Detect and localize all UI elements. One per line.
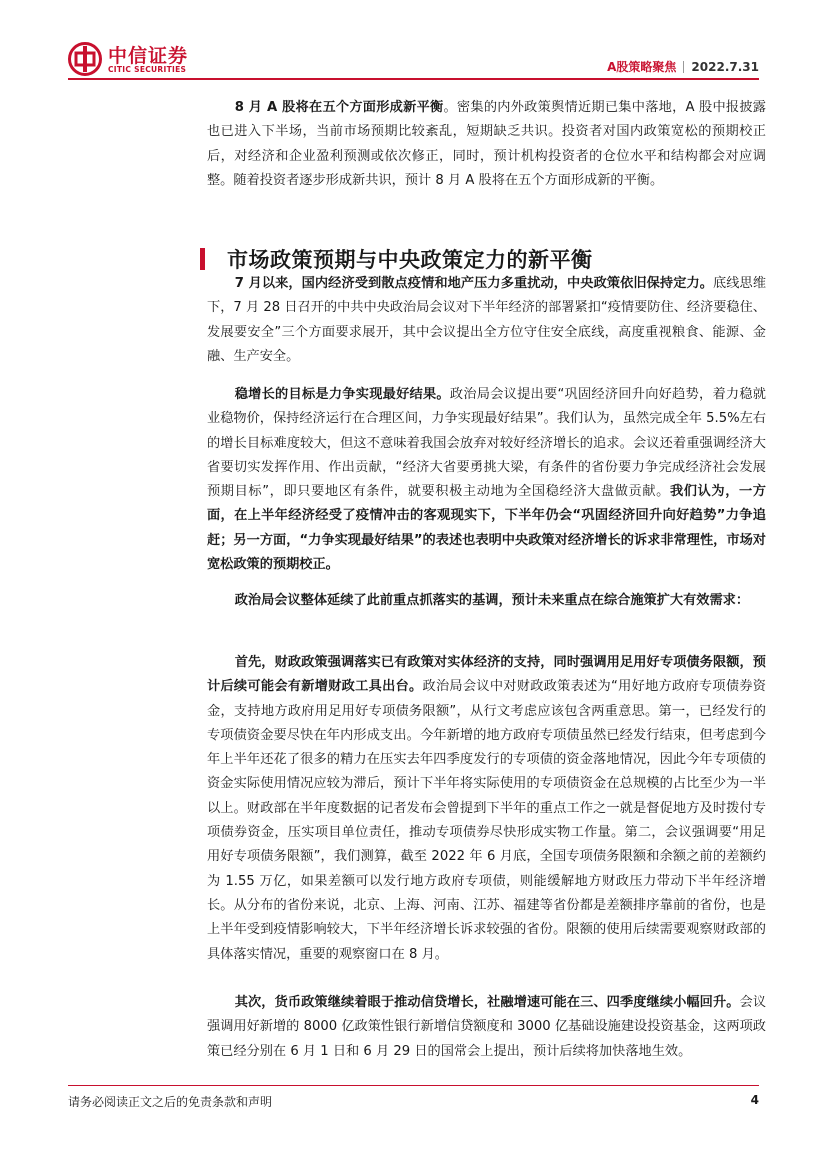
body-paragraph <box>207 383 766 577</box>
body-paragraph <box>207 272 766 369</box>
paragraph-lead: 政治局会议整体延续了此前重点抓落实的基调，预计未来重点在综合施策扩大有效需求： <box>234 593 750 608</box>
paragraph-body: 会议强调用好新增的 8000 亿政策性银行新增信贷额度和 3000 亿基础设施建设投资基金，这两项政策已经分别在 6 月 1 日和 6 月 29 日的国常会上提出，预计后续将加快落地生效。 <box>207 995 767 1059</box>
paragraph-1 <box>207 272 766 369</box>
paragraph-4 <box>207 651 766 967</box>
logo-english-name: CITIC SECURITIES <box>108 65 187 74</box>
logo-chinese-name: 中信证券 <box>108 45 189 67</box>
paragraph-body: 政治局会议中对财政政策表述为“用好地方政府专项债券资金，支持地方政府用足用好专项债务限额”，从行文考虑应该包含两重意思。第一，已经发行的专项债资金要尽快在年内形成支出。今年新增的地方政府专项债虽然已经发行结束，但考虑到今年上半年还花了很多的精力在压实去年四季度发行的专项债的资金落地情况，因此今年专项债的资金实际使用情况应较为滞后，预计下半年将实际使用的专项债资金在总规模的占比至少为一半以上。财政部在半年度数据的记者发布会曾提到下半年的重点工作之一就是督促地方及时拨付专项债券资金，压实项目单位责任，推动专项债券尽快形成实物工作量。第二，会议强调要“用足用好专项债务限额”，我们测算，截至 2022 年 6 月底，全国专项债务限额和余额之前的差额约为 1.55 万亿，如果差额可以发行地方政府专项债，则能缓解地方财政压力带动下半年经济增长。从分布的省份来说，北京、上海、河南、江苏、福建等省份都是差额排序靠前的省份，也是上半年受到疫情影响较大，下半年经济增长诉求较强的省份。限额的使用后续需要观察财政部的具体落实情况，重要的观察窗口在 8 月。 <box>207 679 766 962</box>
intro-paragraph <box>207 96 766 193</box>
intro-lead: 8 月 A 股将在五个方面形成新平衡 <box>234 100 444 115</box>
footer-rule <box>68 1085 759 1086</box>
paragraph-tail: 我们认为，一方面，在上半年经济经受了疫情冲击的客观现实下，下半年仍会“巩固经济回升向好趋势”力争追赶；另一方面，“力争实现最好结果”的表述也表明中央政策对经济增长的诉求非常理性，市场对宽松政策的预期校正。 <box>207 484 766 573</box>
page-number: 4 <box>750 1093 759 1107</box>
intro-block <box>207 96 766 193</box>
paragraph-2 <box>207 383 766 577</box>
citic-logo-icon <box>68 42 102 76</box>
header-rule <box>68 78 759 80</box>
paragraph-lead: 首先，财政政策强调落实已有政策对实体经济的支持，同时强调用足用好专项债务限额，预计后续可能会有新增财政工具出台。 <box>207 655 766 695</box>
header-divider <box>683 61 684 73</box>
report-series: A股策略聚焦 <box>607 60 677 74</box>
paragraph-lead: 其次，货币政策继续着眼于推动信贷增长，社融增速可能在三、四季度继续小幅回升。 <box>234 995 740 1010</box>
intro-body: 。密集的内外政策舆情近期已集中落地，A 股中报披露也已进入下半场，当前市场预期比较紊乱，短期缺乏共识。投资者对国内政策宽松的预期校正后，对经济和企业盈利预测或依次修正，同时，预计机构投资者的仓位水平和结构都会对应调整。随着投资者逐步形成新共识，预计 8 月 A 股将在五个方面形成新的平衡。 <box>207 100 766 188</box>
paragraph-body: 底线思维下，7 月 28 日召开的中共中央政治局会议对下半年经济的部署紧扣“疫情要防住、经济要稳住、发展要安全”三个方面要求展开，其中会议提出全方位守住安全底线，高度重视粮食、能源、金融、生产安全。 <box>207 276 767 364</box>
body-paragraph <box>207 589 766 613</box>
body-paragraph <box>207 651 766 967</box>
page-header <box>0 0 827 90</box>
paragraph-5 <box>207 991 766 1064</box>
report-date: 2022.7.31 <box>691 59 759 74</box>
paragraph-body: 政治局会议提出要“巩固经济回升向好趋势，着力稳就业稳物价，保持经济运行在合理区间，力争实现最好结果”。我们认为，虽然完成全年 5.5%左右的增长目标难度较大，但这不意味着我国会放弃对较好经济增长的追求。会议还着重强调经济大省要切实发挥作用、作出贡献，“经济大省要勇挑大梁，有条件的省份要力争完成经济社会发展预期目标”，即只要地区有条件，就要积极主动地为全国稳经济大盘做贡献。 <box>207 387 766 500</box>
section-marker <box>200 248 205 270</box>
body-paragraph <box>207 991 766 1064</box>
paragraph-lead: 稳增长的目标是力争实现最好结果。 <box>234 387 450 402</box>
footer-disclaimer: 请务必阅读正文之后的免责条款和声明 <box>68 1095 273 1109</box>
citic-logo <box>68 40 218 80</box>
header-meta <box>607 58 759 75</box>
paragraph-lead: 7 月以来，国内经济受到散点疫情和地产压力多重扰动，中央政策依旧保持定力。 <box>234 276 714 291</box>
paragraph-3 <box>207 589 766 613</box>
section-title: 市场政策预期与中央政策定力的新平衡 <box>227 248 593 272</box>
section-heading <box>207 244 766 274</box>
